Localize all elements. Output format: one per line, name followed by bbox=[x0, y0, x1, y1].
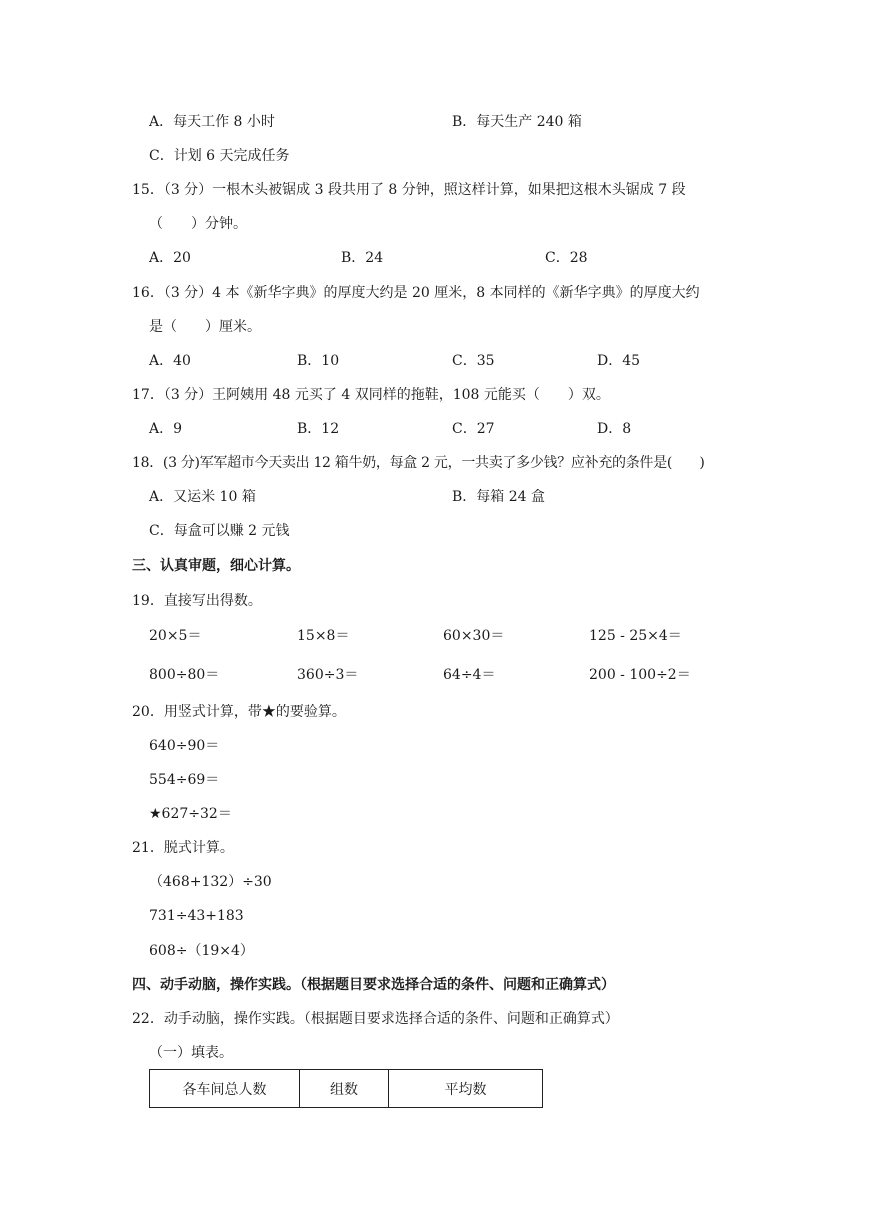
q15-option-b: B．24 bbox=[341, 250, 384, 266]
q15-option-a: A．20 bbox=[149, 250, 191, 266]
q18-option-b: B．每箱 24 盒 bbox=[452, 489, 546, 505]
q20-stem: 20．用竖式计算，带★的要验算。 bbox=[132, 704, 346, 720]
q17-option-c: C．27 bbox=[452, 421, 495, 437]
q15-option-c: C．28 bbox=[545, 250, 588, 266]
q17-option-b: B．12 bbox=[297, 421, 340, 437]
q19-row1-item: 60×30＝ bbox=[443, 628, 505, 644]
table-header-cell: 组数 bbox=[300, 1070, 389, 1108]
q16-option-a: A．40 bbox=[149, 353, 191, 369]
q20-item: ★627÷32＝ bbox=[149, 806, 232, 822]
q15-stem-line1: 15．（3 分）一根木头被锯成 3 段共用了 8 分钟，照这样计算，如果把这根木头锯成 7 段 bbox=[132, 182, 686, 198]
q18-option-a: A．又运米 10 箱 bbox=[149, 489, 256, 505]
q18-stem: 18．(3 分)军军超市今天卖出 12 箱牛奶，每盒 2 元，一共卖了多少钱？应补充的条件是( ) bbox=[132, 455, 705, 471]
q19-row2-item: 200 - 100÷2＝ bbox=[589, 667, 691, 683]
q17-stem: 17．（3 分）王阿姨用 48 元买了 4 双同样的拖鞋，108 元能买（ ）双。 bbox=[132, 387, 610, 403]
q20-item: 554÷69＝ bbox=[149, 772, 220, 788]
q21-item: （468+132）÷30 bbox=[149, 874, 272, 890]
q16-stem-line1: 16．（3 分）4 本《新华字典》的厚度大约是 20 厘米，8 本同样的《新华字典》的厚度大约 bbox=[132, 285, 700, 301]
q22-stem: 22．动手动脑，操作实践。（根据题目要求选择合适的条件、问题和正确算式） bbox=[132, 1011, 619, 1027]
q14-option-c: C．计划 6 天完成任务 bbox=[149, 148, 290, 164]
q21-item: 731÷43+183 bbox=[149, 908, 244, 924]
q22-sub1: （一）填表。 bbox=[149, 1045, 233, 1061]
q22-fill-table bbox=[149, 1069, 543, 1108]
q21-item: 608÷（19×4） bbox=[149, 943, 254, 959]
q19-stem: 19．直接写出得数。 bbox=[132, 593, 262, 609]
section4-title: 四、动手动脑，操作实践。（根据题目要求选择合适的条件、问题和正确算式） bbox=[132, 977, 615, 993]
q14-option-b: B．每天生产 240 箱 bbox=[452, 114, 582, 130]
q19-row2-item: 360÷3＝ bbox=[297, 667, 359, 683]
q19-row1-item: 125 - 25×4＝ bbox=[589, 628, 682, 644]
q16-option-b: B．10 bbox=[297, 353, 340, 369]
q16-option-c: C．35 bbox=[452, 353, 495, 369]
q20-item: 640÷90＝ bbox=[149, 738, 220, 754]
table-header-cell: 平均数 bbox=[389, 1070, 543, 1108]
q14-option-a: A．每天工作 8 小时 bbox=[149, 114, 275, 130]
q19-row2-item: 64÷4＝ bbox=[443, 667, 496, 683]
q15-stem-line2: （ ）分钟。 bbox=[149, 216, 247, 232]
q18-option-c: C．每盒可以赚 2 元钱 bbox=[149, 523, 290, 539]
q17-option-d: D．8 bbox=[597, 421, 632, 437]
table-header-cell: 各车间总人数 bbox=[150, 1070, 300, 1108]
q19-row1-item: 20×5＝ bbox=[149, 628, 202, 644]
section3-title: 三、认真审题，细心计算。 bbox=[132, 558, 300, 574]
q19-row1-item: 15×8＝ bbox=[297, 628, 350, 644]
q19-row2-item: 800÷80＝ bbox=[149, 667, 220, 683]
q21-stem: 21．脱式计算。 bbox=[132, 840, 234, 856]
q16-option-d: D．45 bbox=[597, 353, 641, 369]
q17-option-a: A．9 bbox=[149, 421, 183, 437]
q16-stem-line2: 是（ ）厘米。 bbox=[149, 319, 261, 335]
table-row bbox=[150, 1070, 543, 1108]
